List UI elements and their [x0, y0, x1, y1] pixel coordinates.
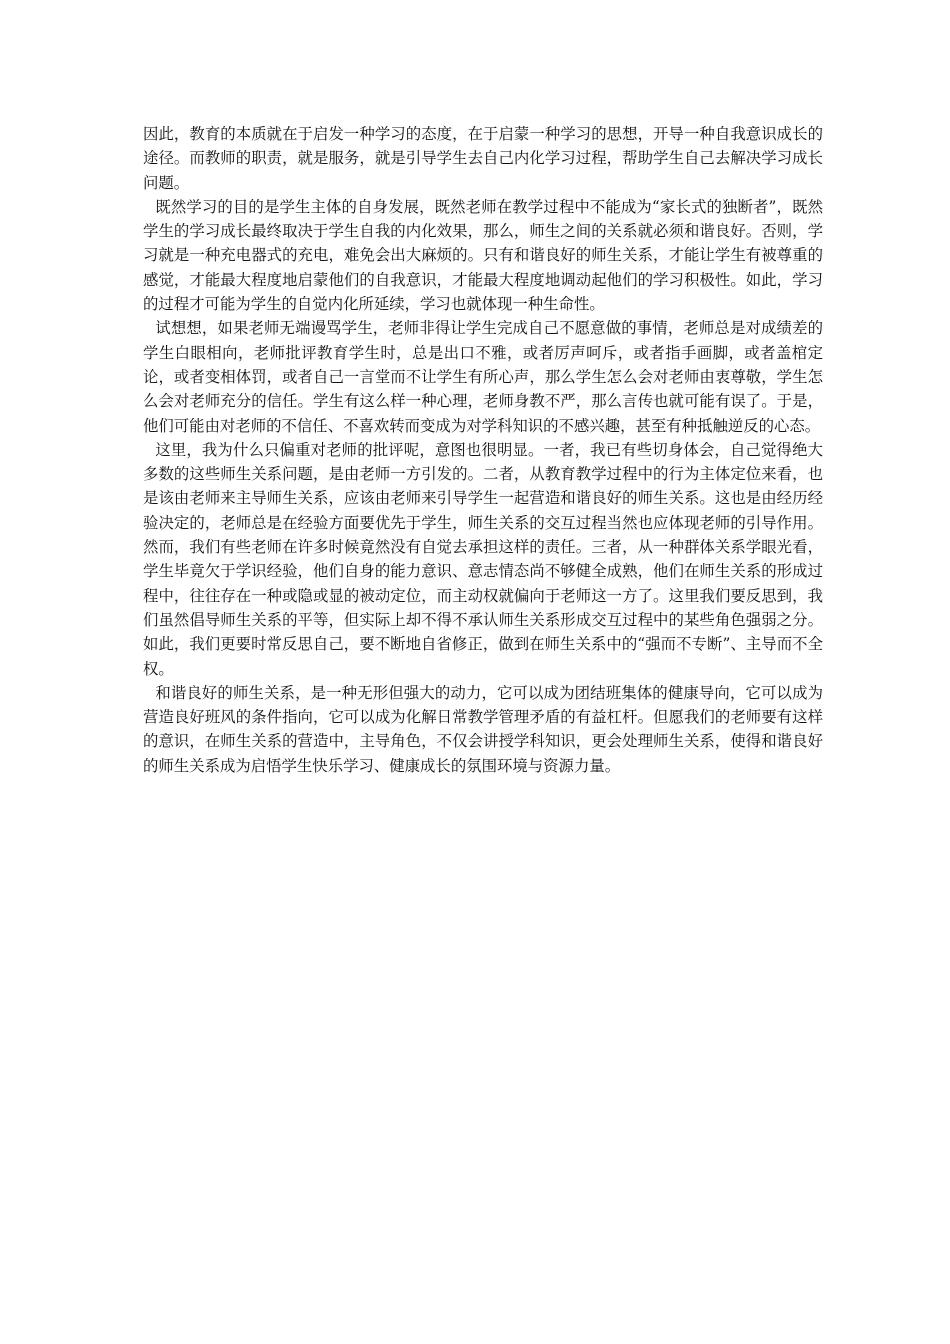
document-body: [143, 122, 823, 778]
paragraph-2: 既然学习的目的是学生主体的自身发展，既然老师在教学过程中不能成为“家长式的独断者”，既然学生的学习成长最终取决于学生自我的内化效果，那么，师生之间的关系就必须和谐良好。否则，学习就是一种充电器式的充电，难免会出大麻烦的。只有和谐良好的师生关系，才能让学生有被尊重的感觉，才能最大程度地启蒙他们的自我意识，才能最大程度地调动起他们的学习积极性。如此，学习的过程才可能为学生的自觉内化所延续，学习也就体现一种生命性。: [143, 197, 823, 314]
paragraph-3: 试想想，如果老师无端谩骂学生，老师非得让学生完成自己不愿意做的事情，老师总是对成绩差的学生白眼相向，老师批评教育学生时，总是出口不雅，或者厉声呵斥，或者指手画脚，或者盖棺定论，或者变相体罚，或者自己一言堂而不让学生有所心声，那么学生怎么会对老师由衷尊敬，学生怎么会对老师充分的信任。学生有这么样一种心理，老师身教不严，那么言传也就可能有误了。于是，他们可能由对老师的不信任、不喜欢转而变成为对学科知识的不感兴趣，甚至有种抵触逆反的心态。: [143, 319, 823, 435]
paragraph-5: 和谐良好的师生关系，是一种无形但强大的动力，它可以成为团结班集体的健康导向，它可以成为营造良好班风的条件指向，它可以成为化解日常教学管理矛盾的有益杠杆。但愿我们的老师要有这样的意识，在师生关系的营造中，主导角色，不仅会讲授学科知识，更会处理师生关系，使得和谐良好的师生关系成为启悟学生快乐学习、健康成长的氛围环境与资源力量。: [143, 683, 823, 775]
paragraph-4: 这里，我为什么只偏重对老师的批评呢，意图也很明显。一者，我已有些切身体会，自己觉得绝大多数的这些师生关系问题，是由老师一方引发的。二者，从教育教学过程中的行为主体定位来看，也是该由老师来主导师生关系，应该由老师来引导学生一起营造和谐良好的师生关系。这也是由经历经验决定的，老师总是在经验方面要优先于学生，师生关系的交互过程当然也应体现老师的引导作用。然而，我们有些老师在许多时候竟然没有自觉去承担这样的责任。三者，从一种群体关系学眼光看，学生毕竟欠于学识经验，他们自身的能力意识、意志情态尚不够健全成熟，他们在师生关系的形成过程中，往往存在一种或隐或显的被动定位，而主动权就偏向于老师这一方了。这里我们要反思到，我们虽然倡导师生关系的平等，但实际上却不得不承认师生关系形成交互过程中的某些角色强弱之分。如此，我们更要时常反思自己，要不断地自省修正，做到在师生关系中的“强而不专断”、主导而不全权。: [143, 440, 823, 678]
paragraph-1: 因此，教育的本质就在于启发一种学习的态度，在于启蒙一种学习的思想，开导一种自我意识成长的途径。而教师的职责，就是服务，就是引导学生去自己内化学习过程，帮助学生自己去解决学习成长问题。: [143, 125, 823, 192]
